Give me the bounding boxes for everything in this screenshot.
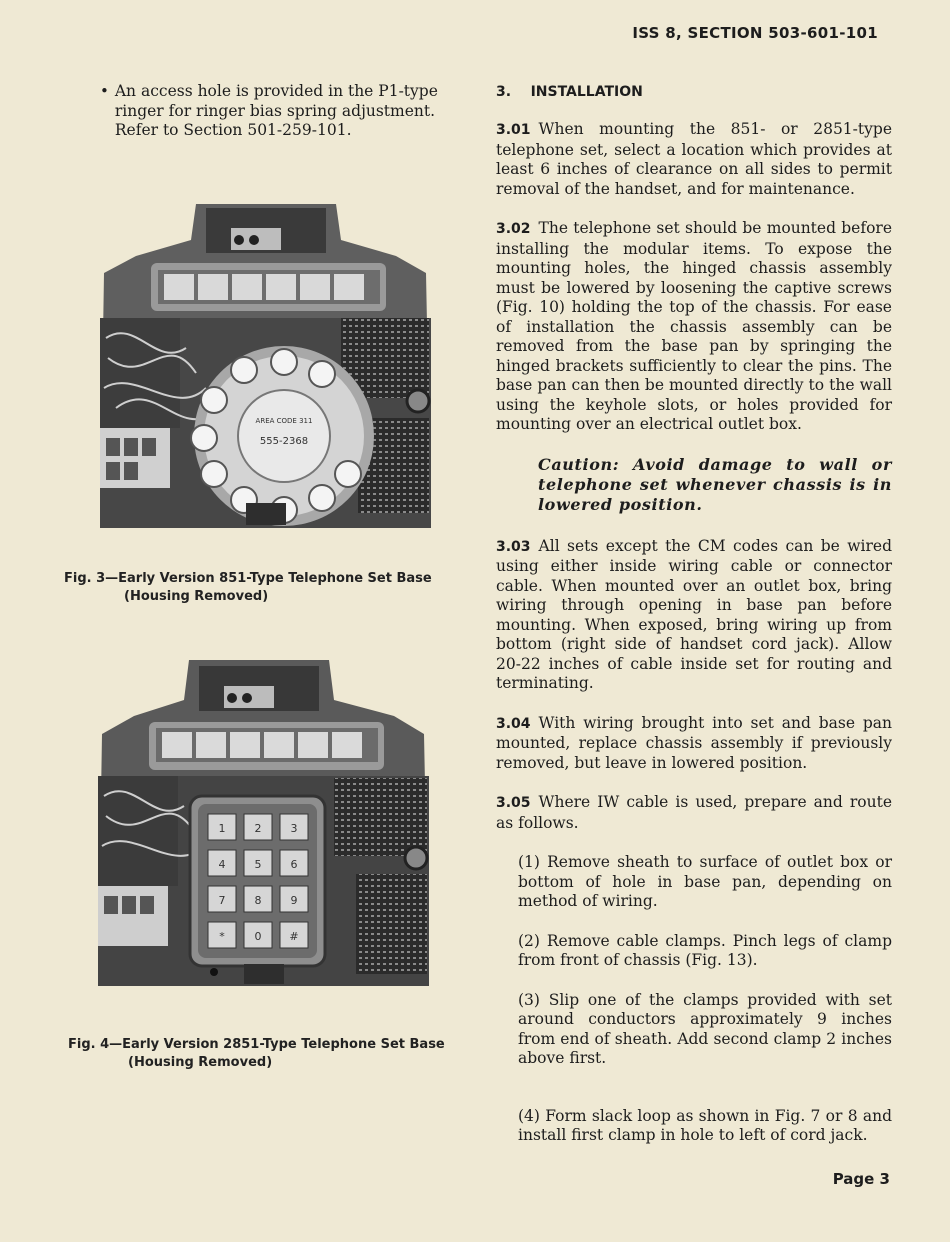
paragraph-number: 3.03 bbox=[496, 538, 531, 555]
figure-4-caption bbox=[68, 1036, 445, 1072]
paragraph-number: 3.04 bbox=[496, 715, 531, 732]
paragraph-3-03 bbox=[496, 537, 892, 694]
figure-3-photo bbox=[96, 198, 436, 528]
keypad-key-label: 0 bbox=[254, 930, 262, 943]
figure-3-caption bbox=[64, 570, 432, 606]
paragraph-3-04 bbox=[496, 714, 892, 774]
keypad-key-label: # bbox=[289, 930, 299, 943]
keypad-key-label: 1 bbox=[218, 822, 226, 835]
paragraph-3-05 bbox=[496, 793, 892, 833]
figure-3-caption-line1: Fig. 3—Early Version 851-Type Telephone Set Base bbox=[64, 571, 432, 586]
keypad-key-label: 9 bbox=[290, 894, 298, 907]
paragraph-text: With wiring brought into set and base pan mounted, replace chassis assembly if previously removed, but leave in lowered position. bbox=[496, 713, 892, 772]
right-column bbox=[496, 82, 892, 1166]
bullet-icon: • bbox=[100, 82, 109, 100]
paragraph-text: Where IW cable is used, prepare and route as follows. bbox=[496, 793, 892, 832]
paragraph-number: 3.02 bbox=[496, 221, 531, 237]
keypad-key-label: 6 bbox=[290, 858, 298, 871]
figure-3-caption-line2: (Housing Removed) bbox=[124, 589, 269, 604]
paragraph-text: The telephone set should be mounted before installing the modular items. To expose the mounting holes, the hinged chassis assembly must be lowered by loosening the captive screws (Fig. 10) holding the top of the chassis. For ease of installation the chassis assembly can be removed from the base pan by springing the hinged brackets sufficiently to clear the pins. The base pan can then be mounted directly to the wall using the keyhole slots, or holes provided for mounting over an electrical outlet box. bbox=[496, 219, 892, 433]
bullet-item bbox=[100, 82, 470, 141]
paragraph-3-02 bbox=[496, 219, 892, 435]
keypad-key-label: 8 bbox=[254, 894, 262, 907]
dial-card-number: 555-2368 bbox=[259, 436, 309, 447]
step-2: (2) Remove cable clamps. Pinch legs of clamp from front of chassis (Fig. 13). bbox=[518, 931, 892, 969]
left-column bbox=[100, 82, 470, 141]
page-header: ISS 8, SECTION 503-601-101 bbox=[632, 24, 878, 42]
keypad-key-label: 4 bbox=[218, 858, 226, 871]
figure-4-caption-line1: Fig. 4—Early Version 2851-Type Telephone Set Base bbox=[68, 1037, 445, 1052]
paragraph-number: 3.05 bbox=[496, 795, 531, 811]
keypad-key-label: 5 bbox=[254, 858, 262, 871]
step-4: (4) Form slack loop as shown in Fig. 7 or 8 and install first clamp in hole to left of cord jack. bbox=[518, 1106, 892, 1144]
step-1: (1) Remove sheath to surface of outlet box or bottom of hole in base pan, depending on method of wiring. bbox=[518, 853, 892, 910]
dial-card-area-code: AREA CODE 311 bbox=[255, 417, 313, 425]
bullet-text: An access hole is provided in the P1-type ringer for ringer bias spring adjustment. Refer to Section 501-259-101. bbox=[114, 82, 438, 139]
keypad-key-label: * bbox=[219, 930, 225, 943]
section-heading bbox=[496, 82, 892, 102]
step-3: (3) Slip one of the clamps provided with set around conductors approximately 9 inches from end of sheath. Add second clamp 2 inches above first. bbox=[518, 990, 892, 1067]
keypad-key-label: 3 bbox=[290, 822, 298, 835]
paragraph-text: When mounting the 851- or 2851-type telephone set, select a location which provides at least 6 inches of clearance on all sides to permit removal of the handset, and for maintenance. bbox=[496, 120, 892, 198]
section-title: INSTALLATION bbox=[530, 84, 643, 100]
keypad-key-label: 7 bbox=[218, 894, 226, 907]
paragraph-3-01 bbox=[496, 120, 892, 199]
caution-note: Caution: Avoid damage to wall or telephone set whenever chassis is in lowered position. bbox=[538, 454, 892, 514]
paragraph-number: 3.01 bbox=[496, 122, 531, 138]
paragraph-text: All sets except the CM codes can be wired using either inside wiring cable or connector cable. When mounted over an outlet box, bring wiring through opening in base pan before mounting. When exposed, bring wiring up from bottom (right side of handset cord jack). Allow 20-22 inches of cable inside set for routing and terminating. bbox=[496, 536, 892, 692]
section-number: 3. bbox=[496, 84, 512, 100]
figure-4-caption-line2: (Housing Removed) bbox=[128, 1055, 273, 1070]
keypad-key-label: 2 bbox=[254, 822, 262, 835]
figure-4-photo bbox=[94, 656, 434, 986]
page-number: Page 3 bbox=[832, 1170, 890, 1188]
